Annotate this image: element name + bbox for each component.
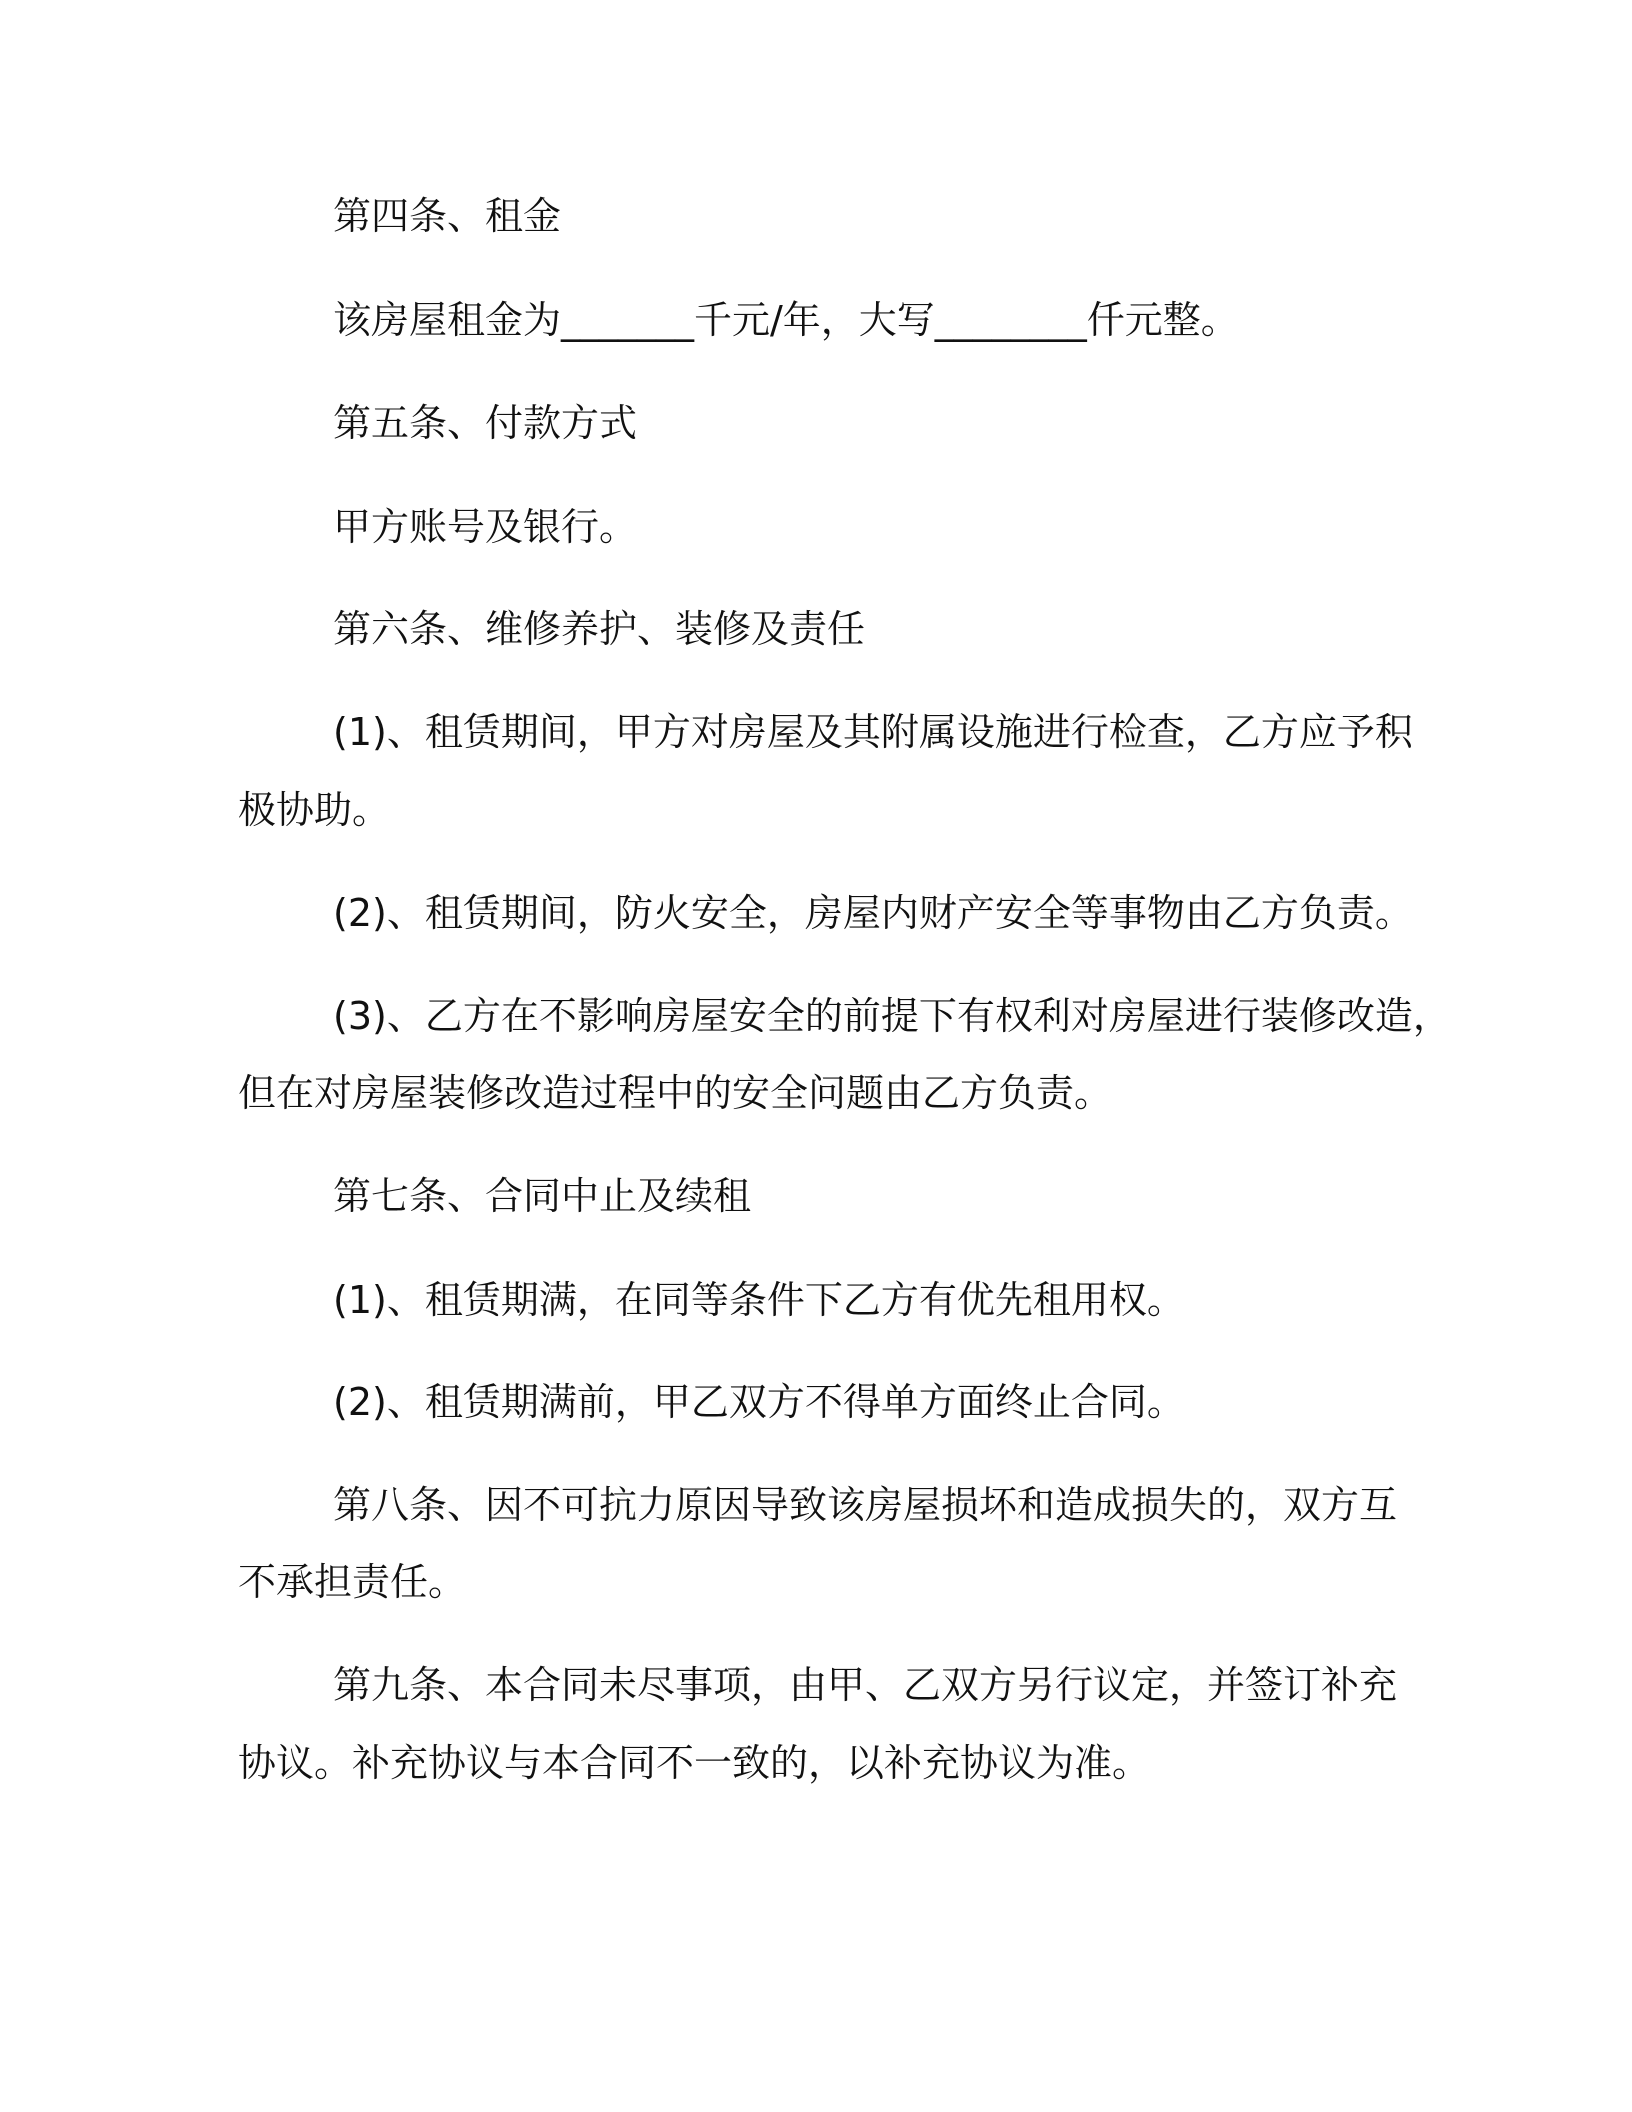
bank-account-text: 甲方账号及银行。 [333, 505, 638, 549]
article-8-line-1: 第八条、因不可抗力原因导致该房屋损坏和造成损失的，双方互 [333, 1483, 1398, 1527]
article-8-line-2: 不承担责任。 [238, 1560, 467, 1604]
rent-amount-text: 该房屋租金为_______千元/年，大写________仟元整。 [333, 298, 1239, 342]
article-6-item-3-line-2: 但在对房屋装修改造过程中的安全问题由乙方负责。 [238, 1071, 1113, 1115]
article-5-heading: 第五条、付款方式 [333, 401, 638, 445]
article-7-heading: 第七条、合同中止及续租 [333, 1174, 752, 1218]
article-9-line-1: 第九条、本合同未尽事项，由甲、乙双方另行议定，并签订补充 [333, 1663, 1398, 1707]
article-6-item-1-line-1: (1)、租赁期间，甲方对房屋及其附属设施进行检查，乙方应予积 [333, 710, 1413, 754]
article-7-item-1: (1)、租赁期满，在同等条件下乙方有优先租用权。 [333, 1278, 1185, 1322]
article-4-heading: 第四条、租金 [333, 194, 562, 238]
article-6-heading: 第六条、维修养护、装修及责任 [333, 607, 866, 651]
article-9-line-2: 协议。补充协议与本合同不一致的，以补充协议为准。 [238, 1741, 1151, 1785]
article-6-item-2: (2)、租赁期间，防火安全，房屋内财产安全等事物由乙方负责。 [333, 891, 1413, 935]
article-7-item-2: (2)、租赁期满前，甲乙双方不得单方面终止合同。 [333, 1380, 1185, 1424]
article-6-item-3-line-1: (3)、乙方在不影响房屋安全的前提下有权利对房屋进行装修改造， [333, 994, 1451, 1038]
article-6-item-1-line-2: 极协助。 [238, 788, 391, 832]
